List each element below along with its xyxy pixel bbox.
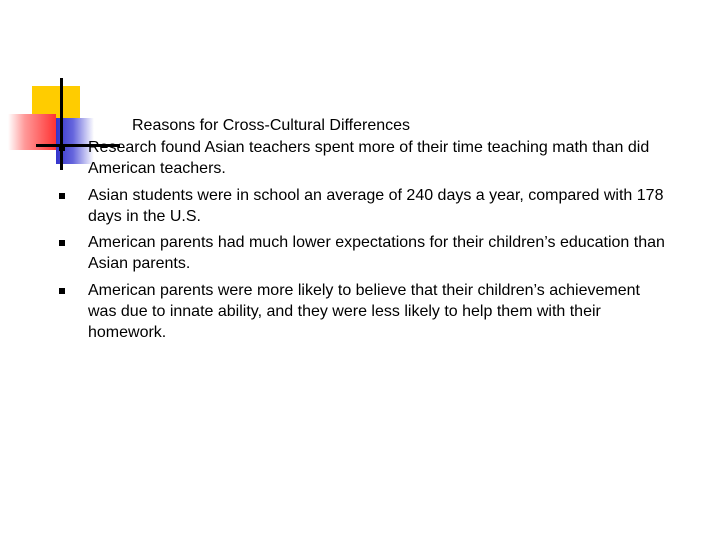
bullet-item [88, 185, 668, 227]
square-bullet-icon [59, 240, 65, 246]
bullet-text: American parents were more likely to believe that their children’s achievement was due to innate ability, and they were less likely to help them with their homework. [88, 282, 640, 341]
square-bullet-icon [59, 193, 65, 199]
bullet-text: Asian students were in school an average of 240 days a year, compared with 178 days in the U.S. [88, 187, 664, 225]
bullet-text: Research found Asian teachers spent more of their time teaching math than did American teachers. [88, 139, 650, 177]
bullet-item [88, 137, 668, 179]
slide-title: Reasons for Cross-Cultural Differences [132, 117, 411, 134]
bullet-item [88, 232, 668, 274]
bullet-text: American parents had much lower expectations for their children’s education than Asian parents. [88, 234, 665, 272]
bullet-item [88, 280, 668, 343]
square-bullet-icon [59, 145, 65, 151]
square-bullet-icon [59, 288, 65, 294]
